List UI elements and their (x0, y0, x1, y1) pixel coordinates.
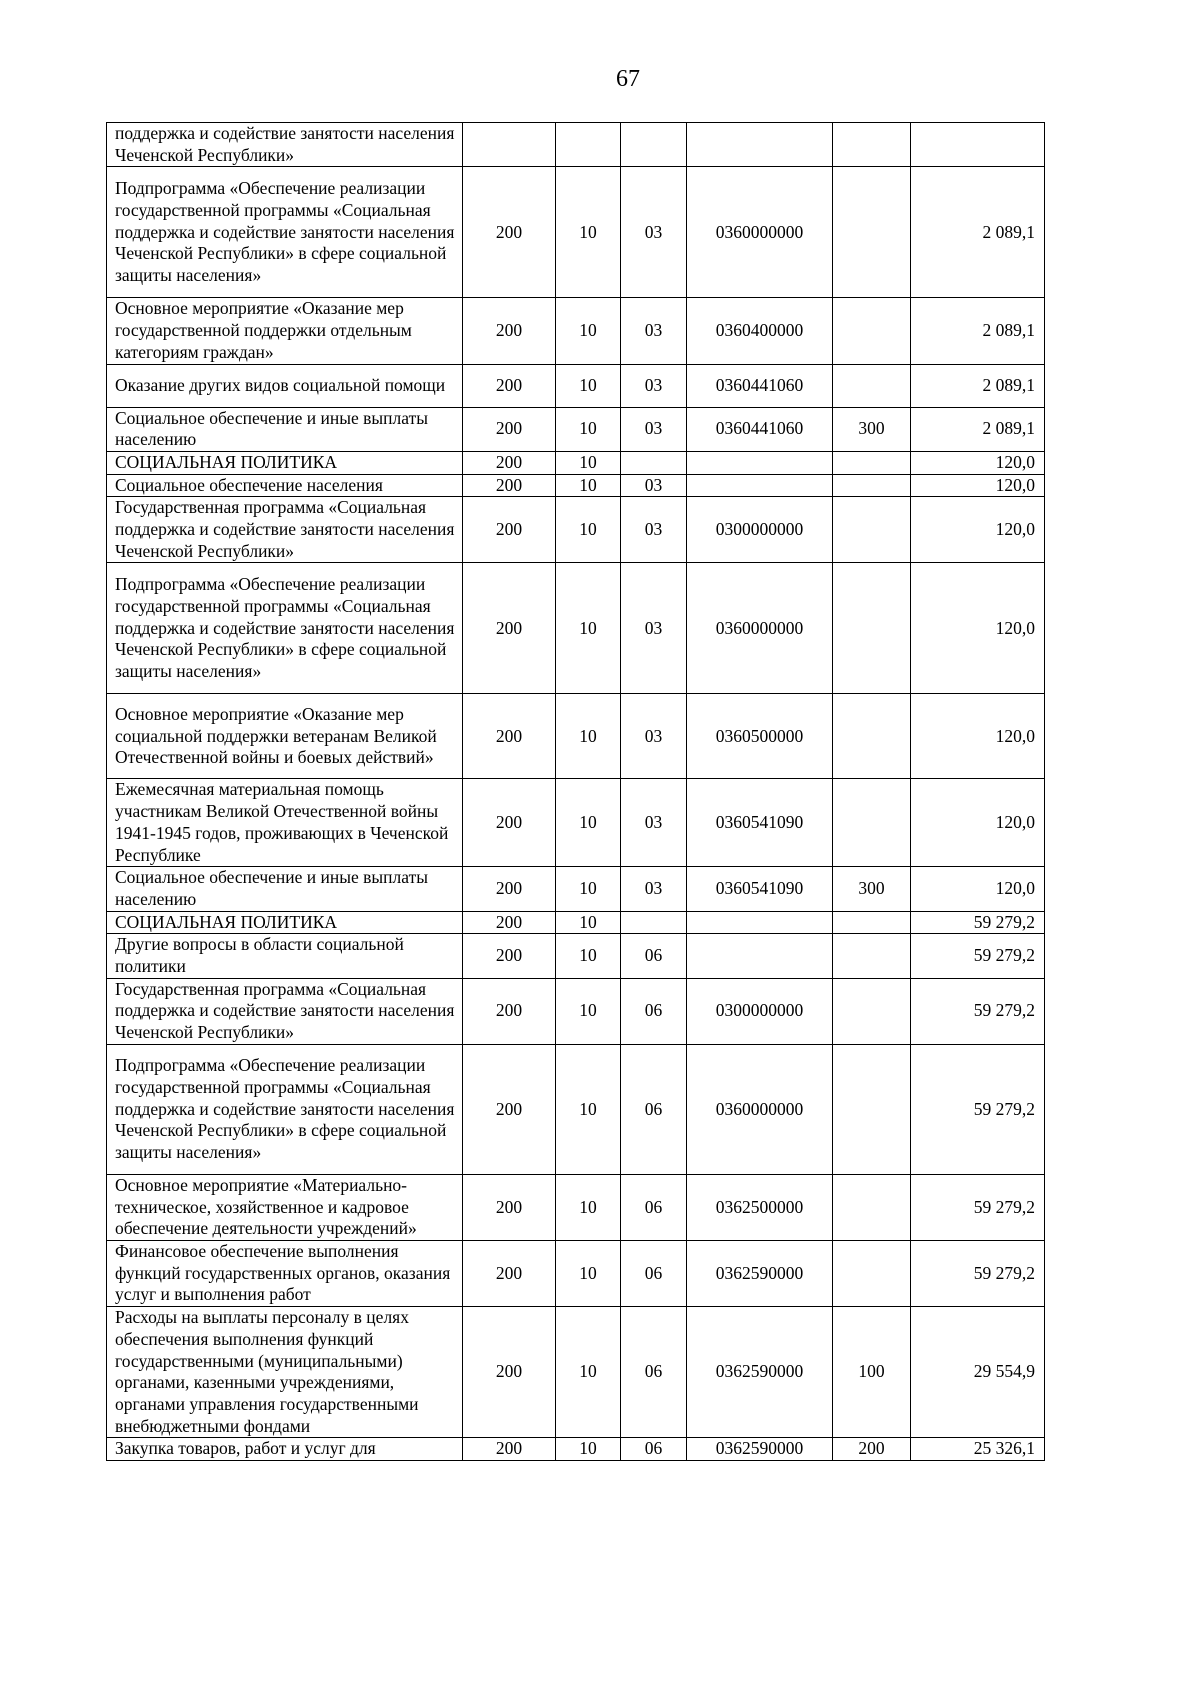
cell-target-article (687, 911, 833, 934)
cell-subsection: 06 (621, 1240, 687, 1306)
cell-target-article: 0300000000 (687, 497, 833, 563)
cell-section: 10 (556, 474, 621, 497)
cell-section: 10 (556, 1174, 621, 1240)
table-row (107, 1438, 1045, 1461)
row-name: Финансовое обеспечение выполнения функций государственных органов, оказания услуг и выполнения работ (107, 1240, 463, 1306)
cell-target-article (687, 934, 833, 978)
table-row (107, 563, 1045, 694)
cell-subsection: 03 (621, 563, 687, 694)
row-name: Государственная программа «Социальная поддержка и содействие занятости населения Чеченской Республики» (107, 497, 463, 563)
cell-subsection: 06 (621, 1438, 687, 1461)
cell-expense-type (833, 497, 911, 563)
cell-section: 10 (556, 497, 621, 563)
table-row (107, 1174, 1045, 1240)
cell-ministry-code: 200 (463, 407, 556, 451)
row-name: Подпрограмма «Обеспечение реализации государственной программы «Социальная поддержка и содействие занятости населения Чеченской Республики» в сфере социальной защиты населения» (107, 167, 463, 298)
row-name: Социальное обеспечение и иные выплаты населению (107, 407, 463, 451)
cell-target-article: 0360500000 (687, 694, 833, 779)
cell-target-article: 0362590000 (687, 1307, 833, 1438)
cell-section: 10 (556, 1307, 621, 1438)
table-row (107, 1044, 1045, 1174)
cell-ministry-code: 200 (463, 1438, 556, 1461)
row-name: Подпрограмма «Обеспечение реализации государственной программы «Социальная поддержка и содействие занятости населения Чеченской Республики» в сфере социальной защиты населения» (107, 1044, 463, 1174)
cell-subsection: 06 (621, 1044, 687, 1174)
cell-target-article: 0362500000 (687, 1174, 833, 1240)
cell-expense-type (833, 123, 911, 167)
cell-amount: 2 089,1 (911, 407, 1045, 451)
cell-amount: 25 326,1 (911, 1438, 1045, 1461)
cell-subsection: 03 (621, 167, 687, 298)
cell-ministry-code: 200 (463, 694, 556, 779)
cell-amount: 59 279,2 (911, 978, 1045, 1044)
cell-expense-type (833, 474, 911, 497)
cell-amount: 29 554,9 (911, 1307, 1045, 1438)
cell-expense-type (833, 451, 911, 474)
cell-amount: 59 279,2 (911, 911, 1045, 934)
cell-expense-type (833, 934, 911, 978)
cell-subsection (621, 451, 687, 474)
cell-amount: 59 279,2 (911, 1044, 1045, 1174)
row-name: поддержка и содействие занятости населения Чеченской Республики» (107, 123, 463, 167)
table-row (107, 867, 1045, 911)
cell-target-article: 0360000000 (687, 167, 833, 298)
table-row (107, 298, 1045, 364)
cell-expense-type (833, 167, 911, 298)
cell-amount: 2 089,1 (911, 364, 1045, 407)
row-name: СОЦИАЛЬНАЯ ПОЛИТИКА (107, 911, 463, 934)
cell-section: 10 (556, 364, 621, 407)
row-name: Социальное обеспечение и иные выплаты населению (107, 867, 463, 911)
cell-subsection: 03 (621, 474, 687, 497)
cell-target-article (687, 123, 833, 167)
table-row (107, 779, 1045, 867)
page-number: 67 (616, 66, 640, 92)
cell-subsection (621, 123, 687, 167)
table-row (107, 123, 1045, 167)
table-row (107, 978, 1045, 1044)
cell-amount (911, 123, 1045, 167)
cell-section: 10 (556, 563, 621, 694)
row-name: Основное мероприятие «Оказание мер социальной поддержки ветеранам Великой Отечественной войны и боевых действий» (107, 694, 463, 779)
cell-ministry-code: 200 (463, 497, 556, 563)
row-name: Другие вопросы в области социальной политики (107, 934, 463, 978)
cell-amount: 120,0 (911, 451, 1045, 474)
cell-ministry-code: 200 (463, 298, 556, 364)
cell-amount: 120,0 (911, 779, 1045, 867)
table-row (107, 1240, 1045, 1306)
cell-amount: 120,0 (911, 867, 1045, 911)
cell-section: 10 (556, 451, 621, 474)
table-row (107, 911, 1045, 934)
cell-section: 10 (556, 407, 621, 451)
cell-ministry-code: 200 (463, 911, 556, 934)
cell-target-article: 0360441060 (687, 407, 833, 451)
cell-section: 10 (556, 911, 621, 934)
cell-section: 10 (556, 978, 621, 1044)
cell-expense-type (833, 694, 911, 779)
cell-target-article: 0360000000 (687, 1044, 833, 1174)
cell-ministry-code: 200 (463, 1240, 556, 1306)
cell-subsection: 03 (621, 779, 687, 867)
cell-target-article: 0360000000 (687, 563, 833, 694)
cell-subsection (621, 911, 687, 934)
cell-ministry-code (463, 123, 556, 167)
cell-expense-type (833, 298, 911, 364)
row-name: Социальное обеспечение населения (107, 474, 463, 497)
row-name: Государственная программа «Социальная поддержка и содействие занятости населения Чеченской Республики» (107, 978, 463, 1044)
cell-target-article: 0362590000 (687, 1438, 833, 1461)
table-row (107, 364, 1045, 407)
cell-target-article (687, 451, 833, 474)
cell-expense-type: 200 (833, 1438, 911, 1461)
cell-expense-type (833, 364, 911, 407)
cell-ministry-code: 200 (463, 167, 556, 298)
cell-subsection: 06 (621, 1307, 687, 1438)
row-name: Подпрограмма «Обеспечение реализации государственной программы «Социальная поддержка и содействие занятости населения Чеченской Республики» в сфере социальной защиты населения» (107, 563, 463, 694)
cell-ministry-code: 200 (463, 867, 556, 911)
cell-subsection: 03 (621, 364, 687, 407)
cell-section: 10 (556, 167, 621, 298)
cell-amount: 2 089,1 (911, 167, 1045, 298)
cell-ministry-code: 200 (463, 1044, 556, 1174)
cell-amount: 120,0 (911, 694, 1045, 779)
row-name: Расходы на выплаты персоналу в целях обеспечения выполнения функций государственными (муниципальными) органами, казенными учреждениями, органами управления государственными внебюджетными фондами (107, 1307, 463, 1438)
cell-expense-type: 300 (833, 867, 911, 911)
cell-section: 10 (556, 1044, 621, 1174)
cell-expense-type: 100 (833, 1307, 911, 1438)
row-name: Ежемесячная материальная помощь участникам Великой Отечественной войны 1941-1945 годов, проживающих в Чеченской Республике (107, 779, 463, 867)
cell-target-article: 0360541090 (687, 867, 833, 911)
cell-target-article: 0360400000 (687, 298, 833, 364)
cell-target-article: 0360541090 (687, 779, 833, 867)
cell-subsection: 03 (621, 497, 687, 563)
cell-expense-type (833, 779, 911, 867)
cell-amount: 120,0 (911, 497, 1045, 563)
cell-amount: 2 089,1 (911, 298, 1045, 364)
cell-expense-type (833, 1174, 911, 1240)
cell-expense-type (833, 911, 911, 934)
cell-section: 10 (556, 1240, 621, 1306)
cell-amount: 120,0 (911, 563, 1045, 694)
cell-section (556, 123, 621, 167)
row-name: Основное мероприятие «Материально-техническое, хозяйственное и кадровое обеспечение деятельности учреждений» (107, 1174, 463, 1240)
cell-expense-type (833, 978, 911, 1044)
cell-ministry-code: 200 (463, 563, 556, 694)
cell-target-article (687, 474, 833, 497)
cell-expense-type (833, 563, 911, 694)
cell-ministry-code: 200 (463, 474, 556, 497)
row-name: Основное мероприятие «Оказание мер государственной поддержки отдельным категориям граждан» (107, 298, 463, 364)
cell-amount: 59 279,2 (911, 1174, 1045, 1240)
cell-section: 10 (556, 298, 621, 364)
cell-amount: 59 279,2 (911, 1240, 1045, 1306)
cell-expense-type (833, 1044, 911, 1174)
cell-section: 10 (556, 1438, 621, 1461)
cell-subsection: 03 (621, 407, 687, 451)
cell-ministry-code: 200 (463, 779, 556, 867)
table-row (107, 407, 1045, 451)
cell-subsection: 03 (621, 694, 687, 779)
table-row (107, 451, 1045, 474)
cell-subsection: 03 (621, 298, 687, 364)
cell-ministry-code: 200 (463, 364, 556, 407)
table-row (107, 934, 1045, 978)
cell-ministry-code: 200 (463, 451, 556, 474)
cell-section: 10 (556, 779, 621, 867)
table-row (107, 694, 1045, 779)
cell-target-article: 0300000000 (687, 978, 833, 1044)
table-row (107, 1307, 1045, 1438)
budget-table (106, 122, 1045, 1461)
cell-expense-type: 300 (833, 407, 911, 451)
cell-ministry-code: 200 (463, 934, 556, 978)
cell-amount: 120,0 (911, 474, 1045, 497)
cell-ministry-code: 200 (463, 1174, 556, 1240)
table-row (107, 497, 1045, 563)
cell-section: 10 (556, 694, 621, 779)
cell-amount: 59 279,2 (911, 934, 1045, 978)
cell-subsection: 03 (621, 867, 687, 911)
cell-subsection: 06 (621, 1174, 687, 1240)
row-name: Закупка товаров, работ и услуг для (107, 1438, 463, 1461)
cell-subsection: 06 (621, 934, 687, 978)
cell-subsection: 06 (621, 978, 687, 1044)
cell-ministry-code: 200 (463, 1307, 556, 1438)
cell-target-article: 0360441060 (687, 364, 833, 407)
table-row (107, 474, 1045, 497)
cell-section: 10 (556, 867, 621, 911)
cell-expense-type (833, 1240, 911, 1306)
table-row (107, 167, 1045, 298)
row-name: СОЦИАЛЬНАЯ ПОЛИТИКА (107, 451, 463, 474)
cell-section: 10 (556, 934, 621, 978)
cell-ministry-code: 200 (463, 978, 556, 1044)
row-name: Оказание других видов социальной помощи (107, 364, 463, 407)
cell-target-article: 0362590000 (687, 1240, 833, 1306)
